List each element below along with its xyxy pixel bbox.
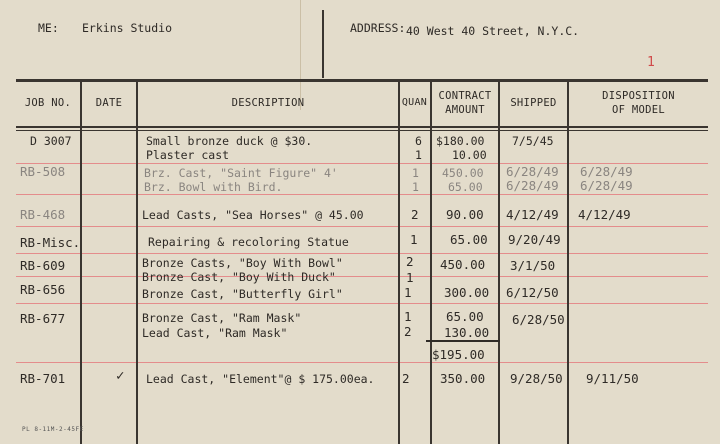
row-quan: 6: [415, 134, 422, 148]
row-quan: 1: [404, 285, 412, 300]
col-line: [80, 80, 82, 444]
row-description: Brz. Cast, "Saint Figure" 4': [144, 166, 338, 180]
row-quan: 1: [412, 166, 419, 180]
row-quan: 2: [402, 371, 410, 386]
col-line: [430, 80, 432, 444]
row-rule: [16, 303, 708, 304]
row-amount: 65.00: [450, 232, 488, 247]
col-header-amount: CONTRACT: [438, 90, 492, 102]
row-amount: 10.00: [452, 148, 487, 162]
card-number: 1: [647, 55, 655, 70]
address-label: ADDRESS:: [350, 21, 406, 35]
row-amount: 450.00: [442, 166, 484, 180]
col-line: [498, 80, 500, 444]
row-description: Lead Cast, "Element"@ $ 175.00ea.: [146, 372, 375, 386]
row-amount: 90.00: [446, 207, 484, 222]
row-description: Repairing & recoloring Statue: [148, 235, 349, 249]
row-subtotal: $195.00: [432, 347, 485, 362]
row-description: Brz. Bowl with Bird.: [144, 180, 283, 194]
row-quan: 2: [406, 254, 414, 269]
col-header-disposition: DISPOSITION: [602, 90, 675, 102]
row-quan: 1: [406, 270, 414, 285]
row-amount: 350.00: [440, 371, 486, 386]
row-disposition: 9/11/50: [586, 371, 639, 386]
row-job: RB-677: [20, 311, 66, 326]
col-header-disposition-2: OF MODEL: [612, 104, 665, 116]
col-header-job-no: JOB NO.: [24, 97, 72, 109]
subtotal-underline: [426, 340, 500, 342]
row-shipped: 6/28/49: [506, 178, 559, 193]
row-description: Bronze Casts, "Boy With Bowl": [142, 256, 343, 270]
row-shipped: 9/28/50: [510, 371, 563, 386]
header-divider: [322, 10, 324, 78]
row-description: Lead Cast, "Ram Mask": [142, 326, 288, 340]
header-bottom-rule-2: [16, 130, 708, 131]
row-shipped: 4/12/49: [506, 207, 559, 222]
row-job: D 3007: [30, 134, 72, 148]
col-line: [136, 80, 138, 444]
row-rule: [16, 276, 708, 277]
row-quan: 2: [411, 207, 419, 222]
row-amount: 65.00: [448, 180, 483, 194]
row-description: Bronze Cast, "Butterfly Girl": [142, 287, 343, 301]
row-job: RB-609: [20, 258, 66, 273]
col-header-shipped: SHIPPED: [510, 97, 557, 109]
row-disposition: 4/12/49: [578, 207, 631, 222]
row-rule: [16, 362, 708, 363]
row-amount: $180.00: [436, 134, 485, 148]
row-amount: 450.00: [440, 257, 486, 272]
row-shipped: 6/12/50: [506, 285, 559, 300]
row-rule: [16, 253, 708, 254]
col-header-description: DESCRIPTION: [231, 97, 305, 109]
row-shipped: 9/20/49: [508, 232, 561, 247]
name-label: ME:: [38, 21, 59, 35]
row-quan: 1: [415, 148, 422, 162]
col-header-amount-2: AMOUNT: [445, 104, 485, 116]
row-amount: 65.00: [446, 309, 484, 324]
row-quan: 1: [410, 232, 418, 247]
row-disposition: 6/28/49: [580, 178, 633, 193]
row-job: RB-468: [20, 207, 66, 222]
name-value: Erkins Studio: [82, 21, 173, 35]
row-job: RB-Misc.: [20, 235, 81, 250]
row-rule: [16, 226, 708, 227]
row-job: RB-508: [20, 164, 66, 179]
col-header-quan: QUAN: [401, 97, 428, 108]
row-quan: 1: [404, 309, 412, 324]
row-shipped: 7/5/45: [512, 134, 554, 148]
table-top-rule: [16, 79, 708, 82]
row-shipped: 6/28/49: [506, 164, 559, 179]
row-description: Bronze Cast, "Ram Mask": [142, 311, 302, 325]
row-amount: 130.00: [444, 325, 490, 340]
row-job: RB-701: [20, 371, 66, 386]
form-code: PL 8-11M-2-45FE: [22, 426, 84, 433]
row-description: Small bronze duck @ $30.: [146, 134, 313, 148]
row-description: Plaster cast: [146, 148, 230, 162]
row-description: Bronze Cast, "Boy With Duck": [142, 270, 336, 284]
row-quan: 1: [412, 180, 419, 194]
address-value: 40 West 40 Street, N.Y.C.: [406, 24, 580, 38]
row-quan: 2: [404, 324, 412, 339]
row-disposition: 6/28/49: [580, 164, 633, 179]
row-amount: 300.00: [444, 285, 490, 300]
col-line: [398, 80, 400, 444]
row-job: RB-656: [20, 282, 66, 297]
row-description: Lead Casts, "Sea Horses" @ 45.00: [142, 208, 364, 222]
row-shipped: 6/28/50: [512, 312, 565, 327]
checkmark-icon: ✓: [116, 368, 125, 384]
fold-crease: [300, 0, 301, 110]
col-header-date: DATE: [95, 97, 123, 109]
header-bottom-rule: [16, 126, 708, 128]
col-line: [567, 80, 569, 444]
row-rule: [16, 194, 708, 195]
row-shipped: 3/1/50: [510, 258, 556, 273]
